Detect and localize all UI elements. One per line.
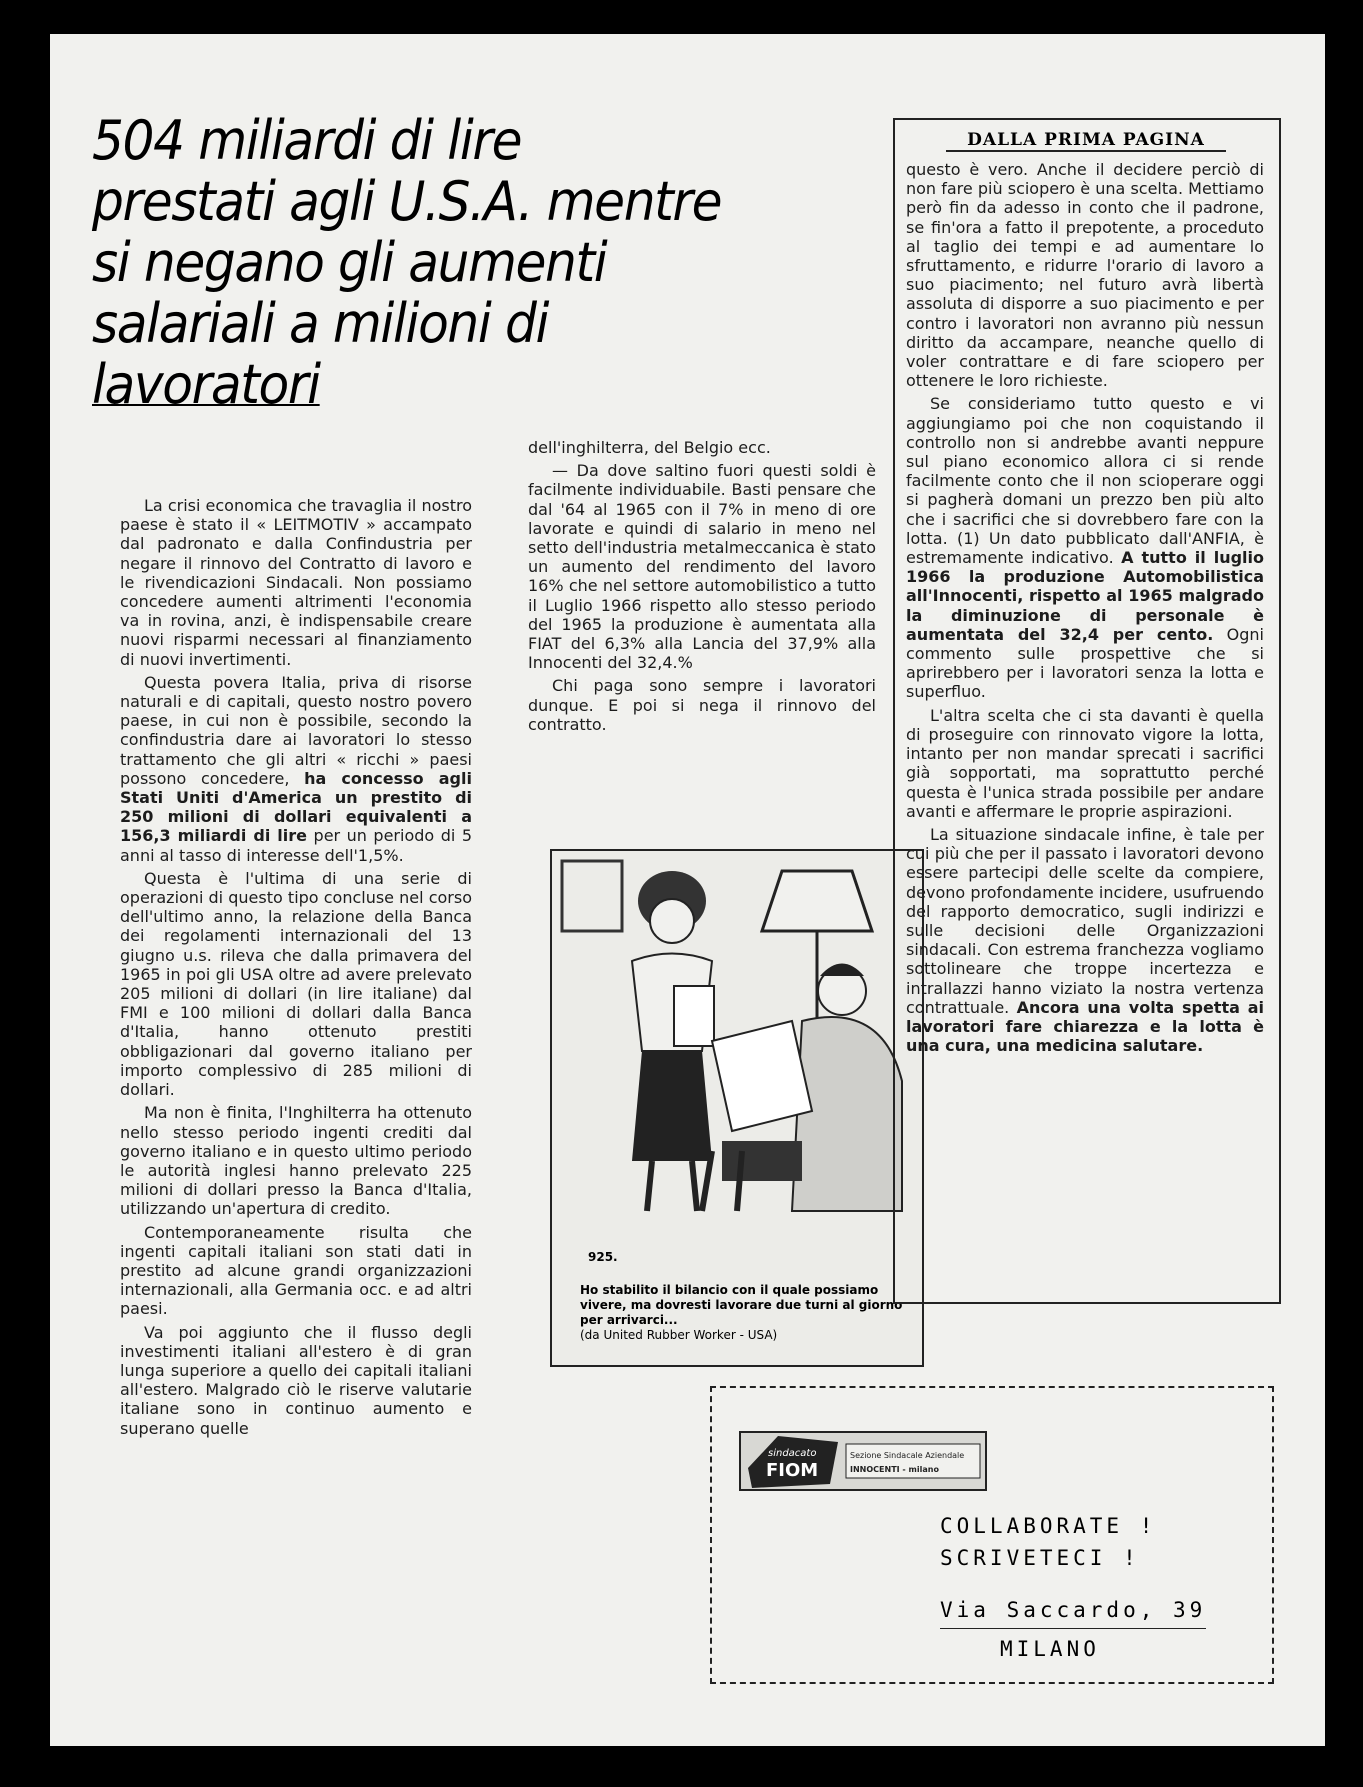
headline-line-2: prestati agli U.S.A. mentre	[92, 170, 722, 234]
caption-text: Ho stabilito il bilancio con il quale possiamo vivere, ma dovresti lavorare due turni al giorno per arrivarci...	[580, 1283, 903, 1327]
bold-text: Ancora una volta spetta ai lavoratori fare chiarezza e la lotta è una cura, una medicina salutare.	[906, 997, 1264, 1056]
ad-text	[940, 1510, 1240, 1665]
sidebar-title: DALLA PRIMA PAGINA	[946, 130, 1226, 152]
paragraph-text: Questa povera Italia, priva di risorse naturali e di capitali, questo nostro povero paese, in cui non è possibile, secondo la confindustria dare ai lavoratori lo stesso trattamento che gli altri « ricchi » paesi possono concedere,	[120, 672, 472, 788]
wall-frame	[562, 861, 622, 931]
logo-side-text-2: INNOCENTI - milano	[850, 1465, 939, 1474]
newspaper	[712, 1021, 812, 1131]
bold-text: A tutto il luglio 1966 la produzione Automobilistica all'Innocenti, rispetto al 1965 malgrado la diminuzione di personale è aumentata del 32,4 per cento.	[906, 548, 1264, 644]
headline-line-4: salariali a milioni di	[92, 292, 549, 356]
caption-source: (da United Rubber Worker - USA)	[580, 1328, 778, 1342]
logo-top-text: sindacato	[768, 1448, 817, 1459]
headline-line-3: si negano gli aumenti	[92, 231, 607, 295]
paragraph	[906, 394, 1264, 701]
logo-side-text: Sezione Sindacale Aziendale	[850, 1451, 965, 1460]
cartoon-number: 925.	[588, 1250, 618, 1264]
paragraph: Contemporaneamente risulta che ingenti capitali italiani son stati dati in prestito ad alcune grandi organizzazioni internazionali, alla Germania occ. e ad altri paesi.	[120, 1222, 472, 1319]
lamp-shade	[762, 871, 872, 931]
paragraph	[906, 825, 1264, 1055]
bold-text: ha concesso agli Stati Uniti d'America un prestito di 250 milioni di dollari equivalenti a 156,3 miliardi di lire	[120, 768, 472, 846]
ad-line-1: COLLABORATE !	[940, 1514, 1157, 1538]
woman-face	[650, 899, 694, 943]
paragraph: dell'inghilterra, del Belgio ecc.	[528, 438, 771, 457]
woman-skirt	[632, 1051, 712, 1161]
paragraph: La crisi economica che travaglia il nostro paese è stato il « LEITMOTIV » accampato dal padronato e dalla Confindustria per negare il rinnovo del Contratto di lavoro e le rivendicazioni Sindacali. Non possiamo concedere aumenti altrimenti l'economia va in rovina, anzi, è indispensabile creare nuovi risparmi necessari al finanziamento di nuovi invertimenti.	[120, 496, 472, 669]
paragraph: Questa è l'ultima di una serie di operazioni di questo tipo concluse nel corso dell'ultimo anno, la relazione della Banca dei regolamenti internazionali del 13 giugno u.s. rileva che dalla primavera del 1965 in poi gli USA oltre ad avere prelevato 205 milioni di dollari (in lire italiane) dal FMI e 100 milioni di dollari dalla Banca d'Italia, hanno ottenuto prestiti obbligazionari dal governo italiano per importo complessivo di 285 milioni di dollari.	[120, 868, 472, 1100]
ad-address: Via Saccardo, 39	[940, 1594, 1206, 1629]
armchair	[792, 1017, 902, 1211]
logo-main-text: FIOM	[766, 1460, 819, 1481]
cartoon-caption	[580, 1283, 920, 1343]
paragraph-text: per un periodo di 5 anni al tasso di interesse dell'1,5%.	[120, 826, 472, 865]
article-column-3	[906, 160, 1264, 1059]
paragraph: Va poi aggiunto che il flusso degli investimenti italiani all'estero è di gran lunga superiore a quello dei capitali italiani all'estero. Malgrado ciò le riserve valutarie italiane sono in continuo aumento e superano quelle	[120, 1322, 472, 1438]
paper-sheet	[674, 986, 714, 1046]
paragraph-text: Se consideriamo tutto questo e vi aggiungiamo poi che non coquistando il controllo non si andrebbe avanti neppure sul piano economico allora ci si rende facilmente conto che il non scioperare oggi si pagherà domani un prezzo ben più alto che i sacrifici che si dovrebbero fare con la lotta. (1) Un dato pubblicato dall'ANFIA, è estremamente indicativo.	[906, 394, 1264, 568]
man-trousers	[722, 1141, 802, 1181]
paragraph	[120, 673, 472, 865]
paragraph: — Da dove saltino fuori questi soldi è facilmente individuabile. Basti pensare che dal '64 al 1965 con il 7% in meno di ore lavorate e quindi di salario in meno nel setto dell'industria metalmeccanica è stato un aumento del rendimento del lavoro 16% che nel settore automobilistico a tutto il Luglio 1966 rispetto allo stesso periodo del 1965 la produzione è aumentata alla FIAT del 6,3% alla Lancia del 37,9% alla Innocenti del 32,4.%	[528, 461, 876, 673]
paragraph: Chi paga sono sempre i lavoratori dunque. E poi si nega il rinnovo del contratto.	[528, 676, 876, 734]
man-hair	[820, 964, 864, 977]
headline-line-5: lavoratori	[92, 353, 320, 417]
article-column-2	[528, 438, 876, 738]
paragraph: Ma non è finita, l'Inghilterra ha ottenuto nello stesso periodo ingenti crediti dal governo italiano e in questo ultimo periodo le autorità inglesi hanno prelevato 225 milioni di dollari presso la Banca d'Italia, utilizzando un'apertura di credito.	[120, 1103, 472, 1219]
paragraph-text: Ogni commento sulle prospettive che si aprirebbero per i lavoratori senza la lotta e superfluo.	[906, 624, 1264, 702]
paragraph: L'altra scelta che ci sta davanti è quella di proseguire con rinnovato vigore la lotta, intanto per non mandar sprecati i sacrifici già sopportati, ma soprattutto perché questa è l'unica strada possibile per andare avanti e affermare le proprie aspirazioni.	[906, 705, 1264, 821]
paragraph: questo è vero. Anche il decidere perciò di non fare più sciopero è una scelta. Mettiamo però fin da adesso in conto che il padrone, se fin'ora a fatto il prepotente, a proceduto al taglio dei tempi e ad aumentare lo sfruttamento, e ridurre l'orario di lavoro a suo piacimento; nel futuro avrà libertà assoluta di disporre a suo piacimento e per contro i lavoratori non avranno più nessun diritto da accampare, neanche quello di voler contrattare e di fare sciopero per ottenere le loro richieste.	[906, 160, 1264, 391]
woman-legs	[647, 1161, 697, 1211]
ad-city: MILANO	[1000, 1637, 1100, 1661]
paragraph-text: La situazione sindacale infine, è tale per cui più che per il passato i lavoratori devono essere partecipi delle scelte da compiere, devono profondamente incidere, usufruendo del rapporto democratico, sugli indirizzi e sulle decisioni delle Organizzazioni sindacali. Con estrema franchezza vogliamo sottolineare che troppe incertezza e intrallazzi hanno viziato la nostra vertenza contrattuale.	[906, 824, 1264, 1017]
article-column-1	[120, 496, 472, 1442]
ad-line-2: SCRIVETECI !	[940, 1546, 1140, 1570]
headline	[92, 110, 892, 415]
cartoon-drawing	[552, 851, 922, 1281]
fiom-logo	[738, 1428, 988, 1494]
headline-line-1: 504 miliardi di lire	[92, 109, 522, 172]
